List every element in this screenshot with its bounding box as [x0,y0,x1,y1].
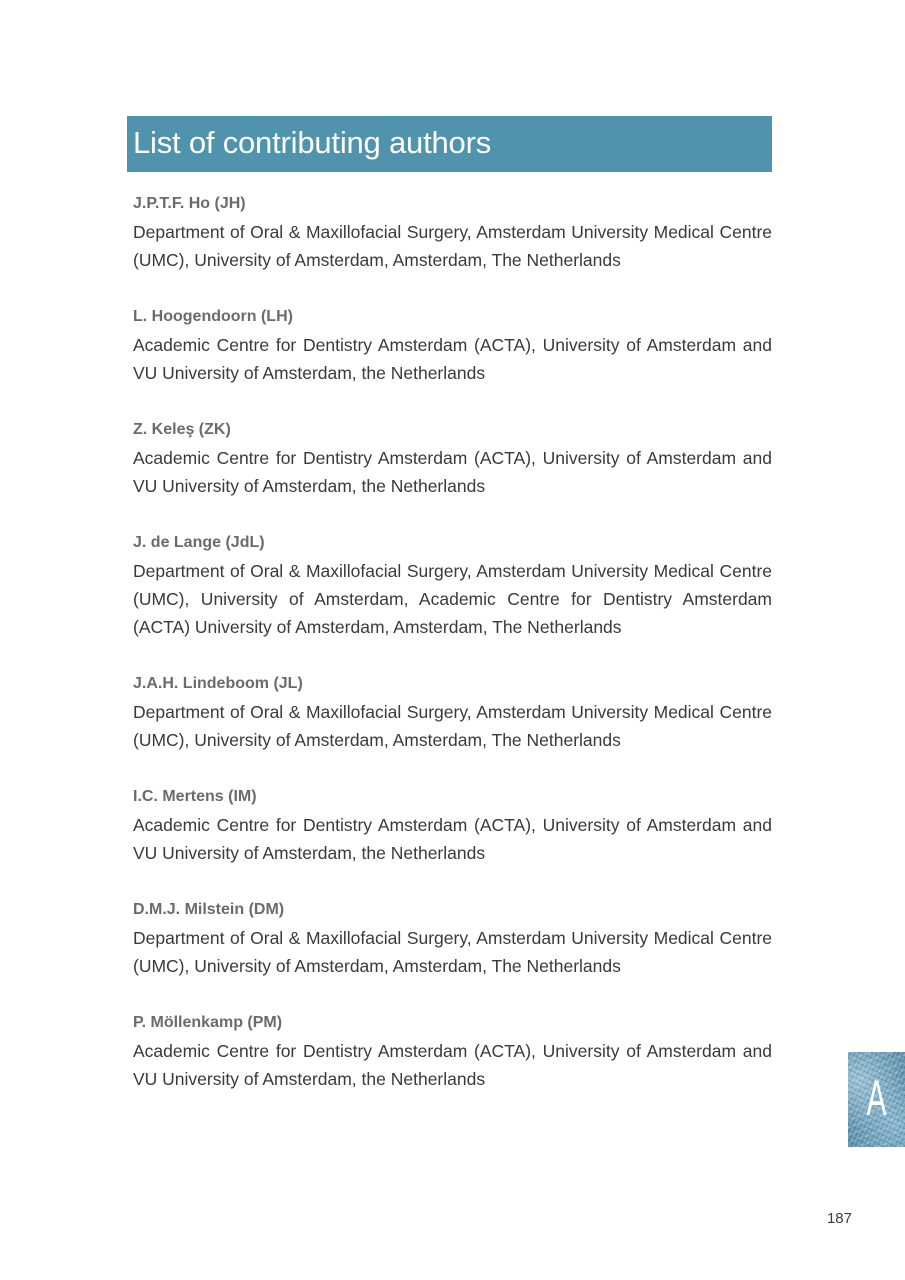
authors-list [133,190,772,1093]
author-entry [133,783,772,867]
author-entry [133,529,772,641]
author-name: I.C. Mertens (IM) [133,788,257,805]
author-name: D.M.J. Milstein (DM) [133,901,285,918]
author-affiliation: Department of Oral & Maxillofacial Surgery, Amsterdam University Medical Centre (UMC), University of Amsterdam, Amsterdam, The Netherlands [133,702,772,750]
page-number: 187 [826,1210,852,1227]
author-entry [133,896,772,980]
author-affiliation: Academic Centre for Dentistry Amsterdam (ACTA), University of Amsterdam and VU University of Amsterdam, the Netherlands [133,448,772,496]
author-name: J.A.H. Lindeboom (JL) [133,675,303,692]
author-name: Z. Keleş (ZK) [133,421,231,438]
author-affiliation: Academic Centre for Dentistry Amsterdam (ACTA), University of Amsterdam and VU University of Amsterdam, the Netherlands [133,335,772,383]
author-affiliation: Academic Centre for Dentistry Amsterdam (ACTA), University of Amsterdam and VU University of Amsterdam, the Netherlands [133,1041,772,1089]
author-name: P. Möllenkamp (PM) [133,1014,283,1031]
section-tab-letter: A [866,1070,887,1126]
author-name: J.P.T.F. Ho (JH) [133,195,246,212]
author-entry [133,303,772,387]
page-title: List of contributing authors [133,125,491,160]
author-entry [133,416,772,500]
section-tab [848,1052,905,1147]
author-entry [133,670,772,754]
page-title-bar [127,116,772,172]
author-entry [133,1009,772,1093]
author-entry [133,190,772,274]
author-affiliation: Department of Oral & Maxillofacial Surgery, Amsterdam University Medical Centre (UMC), University of Amsterdam, Amsterdam, The Netherlands [133,928,772,976]
author-affiliation: Department of Oral & Maxillofacial Surgery, Amsterdam University Medical Centre (UMC), University of Amsterdam, Amsterdam, The Netherlands [133,222,772,270]
author-affiliation: Department of Oral & Maxillofacial Surgery, Amsterdam University Medical Centre (UMC), University of Amsterdam, Academic Centre for Dentistry Amsterdam (ACTA) University of Amsterdam, Amsterdam, The Netherlands [133,561,772,637]
author-name: J. de Lange (JdL) [133,534,265,551]
author-affiliation: Academic Centre for Dentistry Amsterdam (ACTA), University of Amsterdam and VU University of Amsterdam, the Netherlands [133,815,772,863]
author-name: L. Hoogendoorn (LH) [133,308,293,325]
